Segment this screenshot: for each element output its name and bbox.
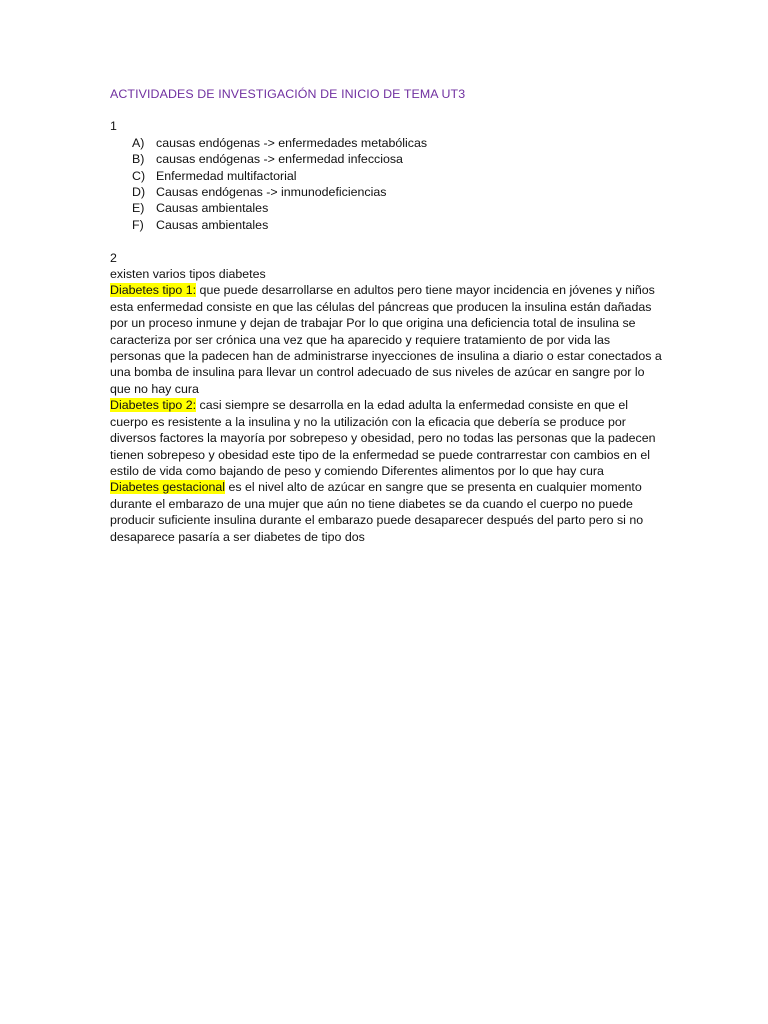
answer-letter: C) [132,168,146,183]
answer-text: Enfermedad multifactorial [156,168,297,183]
diabetes-type-1-heading: Diabetes tipo 1: [110,283,197,298]
answer-item [132,135,662,151]
answer-item [132,200,662,216]
diabetes-type-2-text: casi siempre se desarrolla en la edad adulta la enfermedad consiste en que el cuerpo es resistente a la insulina y no la utilización con la eficacia que debería se produce por diversos factores la mayoría por sobrepeso y obesidad, pero no todas las personas que la padecen tienen sobrepeso y obesidad este tipo de la enfermedad se puede contrarrestar con cambios en el estilo de vida como bajando de peso y comiendo Diferentes alimentos por lo que hay cura [110,398,656,478]
answer-text: Causas ambientales [156,201,269,216]
answer-item [132,184,662,200]
answer-item [132,151,662,167]
diabetes-gestational-paragraph [110,479,662,545]
answer-text: Causas ambientales [156,217,269,232]
diabetes-type-2-heading: Diabetes tipo 2: [110,398,197,413]
document-title: ACTIVIDADES DE INVESTIGACIÓN DE INICIO DE TEMA UT3 [110,87,466,101]
answer-letter: E) [132,201,145,216]
answer-letter: F) [132,217,144,232]
question-1-number: 1 [110,119,117,134]
answer-text: Causas endógenas -> inmunodeficiencias [156,185,387,200]
document-page [110,86,662,545]
diabetes-type-1-paragraph [110,282,662,397]
answer-letter: A) [132,135,145,150]
answer-text: causas endógenas -> enfermedad infecciosa [156,152,403,167]
answer-item [132,168,662,184]
diabetes-gestational-text: es el nivel alto de azúcar en sangre que se presenta en cualquier momento durante el embarazo de una mujer que aún no tiene diabetes se da cuando el cuerpo no puede producir suficiente insulina durante el embarazo puede desaparecer después del parto pero si no desaparece pasaría a ser diabetes de tipo dos [110,480,644,544]
diabetes-gestational-heading: Diabetes gestacional [110,480,226,495]
question-1-answer-list [110,135,662,233]
answer-letter: B) [132,152,145,167]
question-2-number: 2 [110,250,117,265]
answer-item [132,217,662,233]
answer-letter: D) [132,185,146,200]
question-2-intro: existen varios tipos diabetes [110,267,266,282]
diabetes-type-2-paragraph [110,397,662,479]
answer-text: causas endógenas -> enfermedades metabólicas [156,135,428,150]
diabetes-type-1-text: que puede desarrollarse en adultos pero tiene mayor incidencia en jóvenes y niños esta enfermedad consiste en que las células del páncreas que producen la insulina están dañadas por un proceso inmune y dejan de trabajar Por lo que origina una deficiencia total de insulina se caracteriza por ser crónica una vez que ha aparecido y requiere tratamiento de por vida las personas que la padecen han de administrarse inyecciones de insulina a diario o estar conectados a una bomba de insulina para llevar un control adecuado de sus niveles de azúcar en sangre por lo que no hay cura [110,283,662,396]
